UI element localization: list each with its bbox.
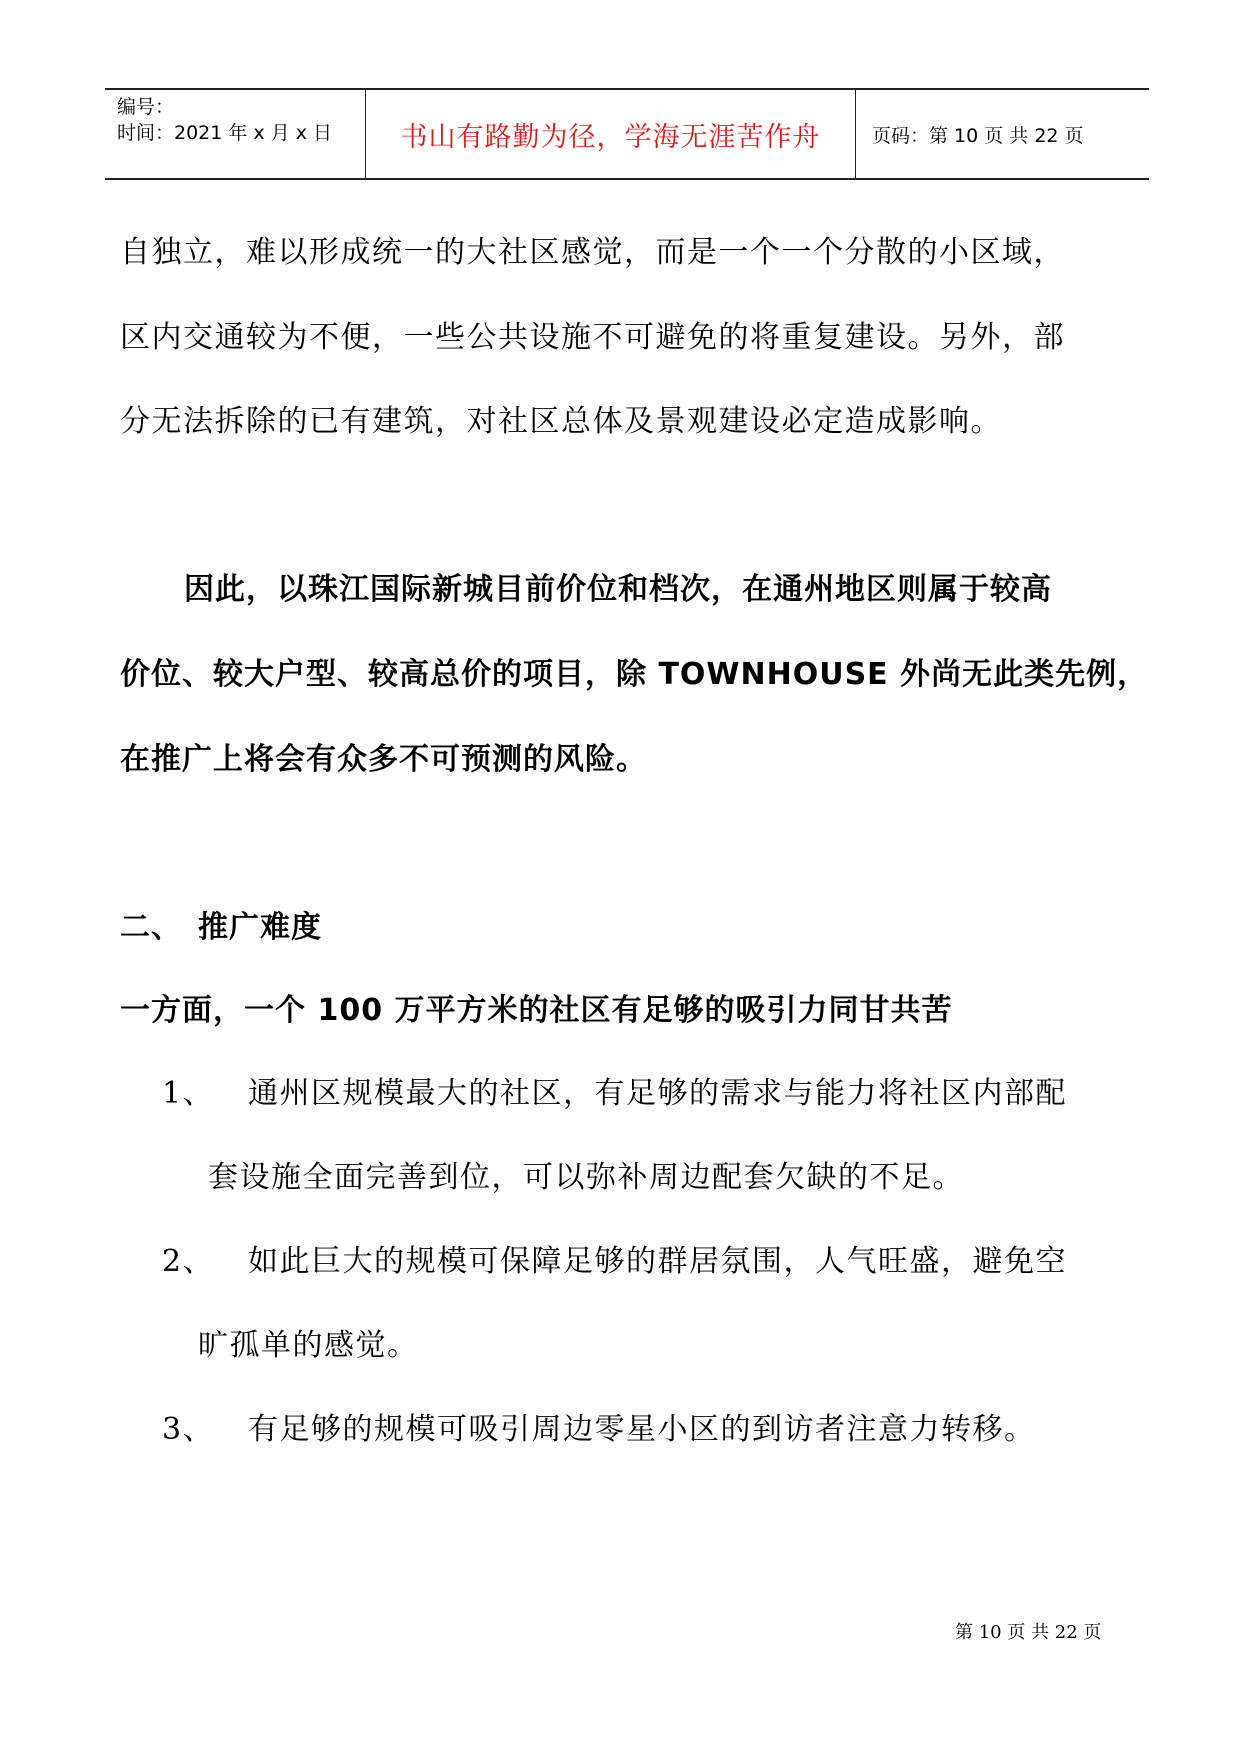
page-footer: 第 10 页 共 22 页 xyxy=(955,1622,1102,1643)
subsection-title: 一方面，一个 100 万平方米的社区有足够的吸引力同甘共苦 xyxy=(120,993,953,1028)
time-label: 时间：2021 年 x 月 x 日 xyxy=(117,122,333,144)
list-item-number: 3、 xyxy=(162,1412,215,1447)
header-meta-cell xyxy=(105,90,366,178)
para1-line-1: 自独立，难以形成统一的大社区感觉，而是一个一个分散的小区域， xyxy=(120,235,1065,270)
para1-line-3: 分无法拆除的已有建筑，对社区总体及景观建设必定造成影响。 xyxy=(120,404,1002,439)
list-item-line-1: 有足够的规模可吸引周边零星小区的到访者注意力转移。 xyxy=(248,1412,1036,1447)
para2-line-1: 因此，以珠江国际新城目前价位和档次，在通州地区则属于较高 xyxy=(184,572,1052,607)
section-title: 二、 推广难度 xyxy=(120,910,322,945)
list-item-number: 1、 xyxy=(162,1076,215,1111)
motto: 书山有路勤为径，学海无涯苦作舟 xyxy=(400,121,821,153)
list-item-line-2: 套设施全面完善到位，可以弥补周边配套欠缺的不足。 xyxy=(208,1160,964,1195)
list-item-line-2: 旷孤单的感觉。 xyxy=(198,1328,419,1363)
list-item-number: 2、 xyxy=(162,1244,215,1279)
para1-line-2: 区内交通较为不便，一些公共设施不可避免的将重复建设。另外，部 xyxy=(120,320,1065,355)
number-label: 编号： xyxy=(117,96,175,118)
para2-line-3: 在推广上将会有众多不可预测的风险。 xyxy=(120,742,647,777)
header-page-cell xyxy=(856,90,1149,178)
list-item-line-1: 如此巨大的规模可保障足够的群居氛围，人气旺盛，避免空 xyxy=(248,1244,1067,1279)
header-page-info: 页码：第 10 页 共 22 页 xyxy=(872,124,1084,147)
header-motto-cell xyxy=(366,90,856,178)
para2-line-2: 价位、较大户型、较高总价的项目，除 TOWNHOUSE 外尚无此类先例， xyxy=(120,657,1149,692)
page-header xyxy=(105,88,1149,180)
list-item-line-1: 通州区规模最大的社区，有足够的需求与能力将社区内部配 xyxy=(248,1076,1067,1111)
